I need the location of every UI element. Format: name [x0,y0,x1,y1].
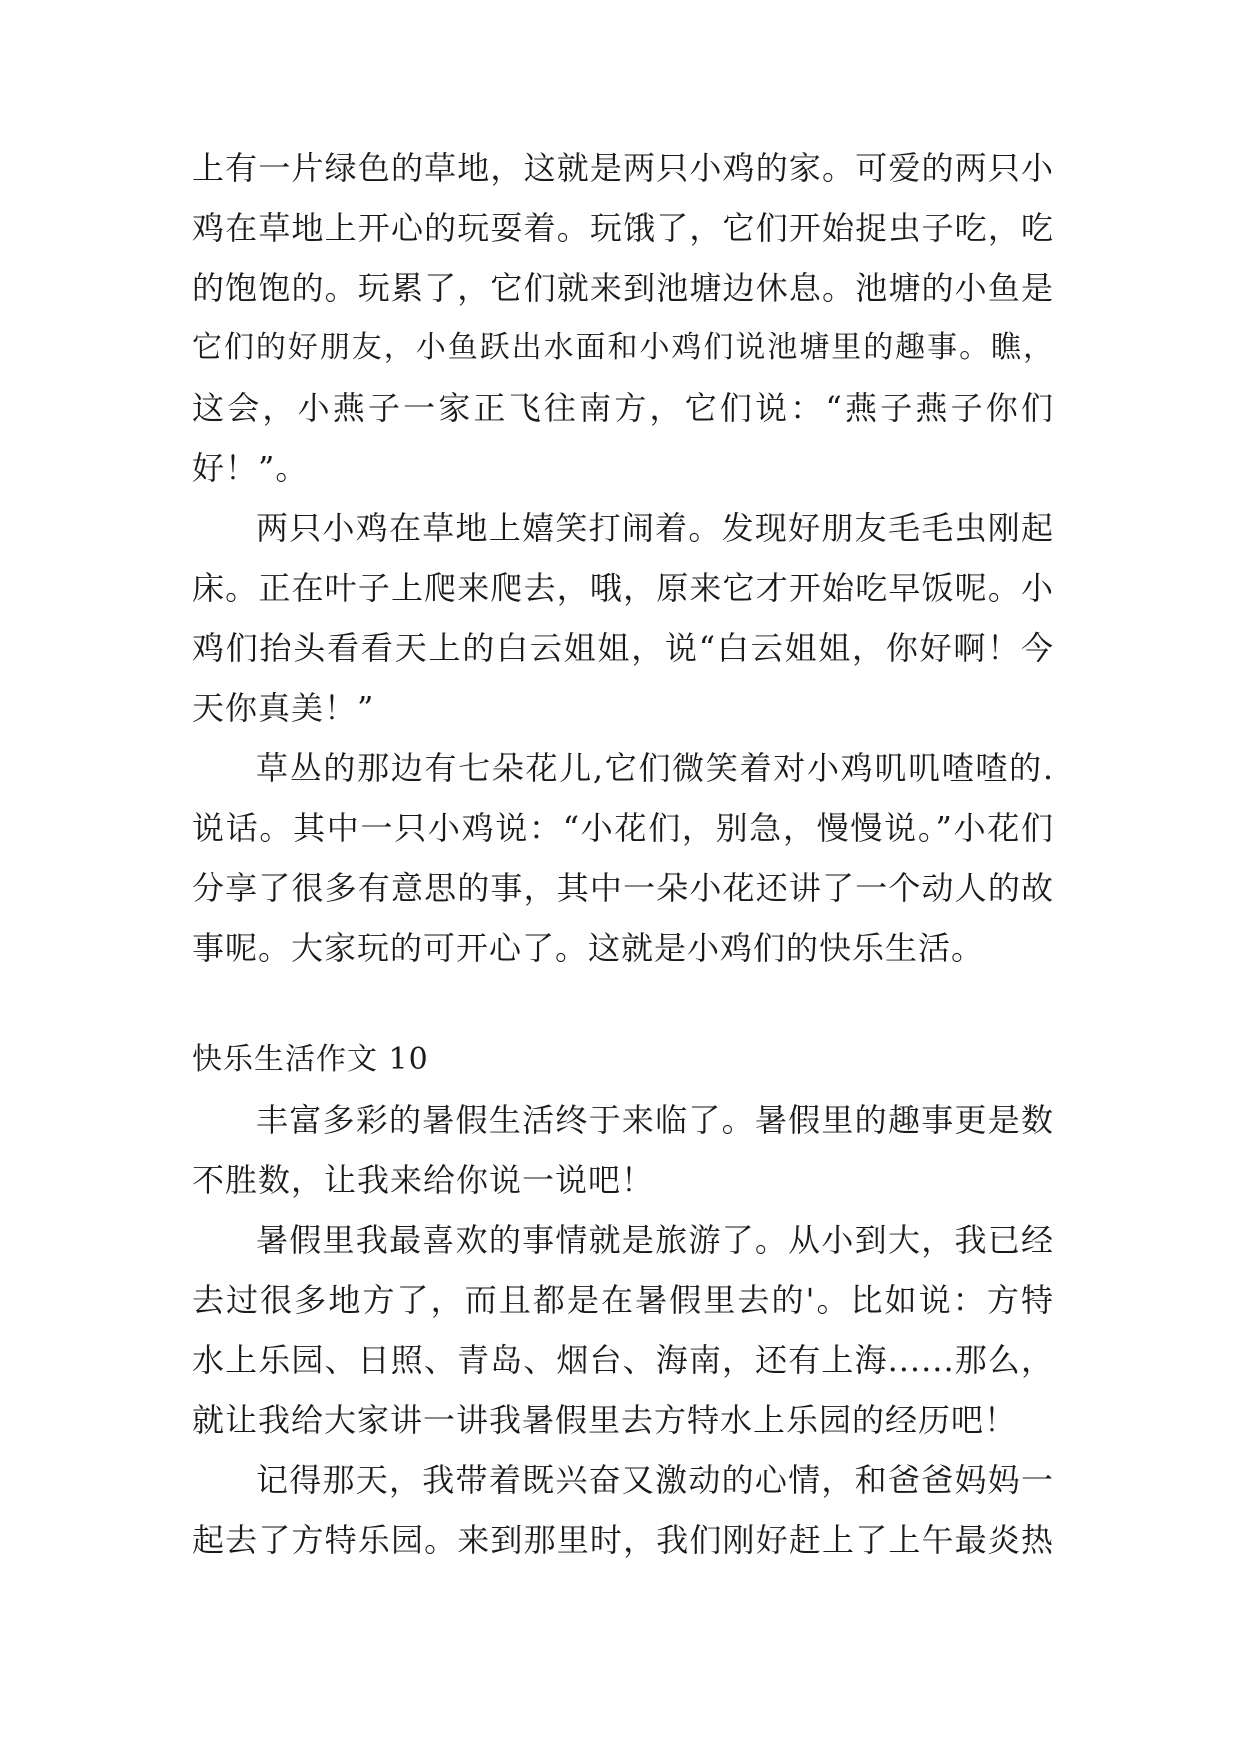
text-line: 这会，小燕子一家正飞往南方，它们说：“燕子燕子你们 [192,389,1054,427]
text-line: 的饱饱的。玩累了，它们就来到池塘边休息。池塘的小鱼是 [192,269,1054,307]
text-line: 水上乐园、日照、青岛、烟台、海南，还有上海......那么， [192,1341,1054,1379]
text-line: 草丛的那边有七朵花儿,它们微笑着对小鸡叽叽喳喳的. [256,749,1054,787]
text-line: 记得那天，我带着既兴奋又激动的心情，和爸爸妈妈一 [256,1461,1054,1499]
text-line: 它们的好朋友，小鱼跃出水面和小鸡们说池塘里的趣事。瞧， [192,330,1054,365]
text-line: 天你真美！” [192,689,375,727]
text-line: 去过很多地方了，而且都是在暑假里去的'。比如说：方特 [192,1281,1054,1319]
text-line: 起去了方特乐园。来到那里时，我们刚好赶上了上午最炎热 [192,1521,1054,1559]
text-line: 两只小鸡在草地上嬉笑打闹着。发现好朋友毛毛虫刚起 [256,509,1054,547]
text-line: 就让我给大家讲一讲我暑假里去方特水上乐园的经历吧！ [192,1401,1018,1439]
text-line: 床。正在叶子上爬来爬去，哦，原来它才开始吃早饭呢。小 [192,569,1054,607]
text-line: 鸡在草地上开心的玩耍着。玩饿了，它们开始捉虫子吃，吃 [192,209,1054,247]
text-line: 丰富多彩的暑假生活终于来临了。暑假里的趣事更是数 [256,1101,1054,1139]
section-title: 快乐生活作文 10 [192,1042,429,1077]
text-line: 鸡们抬头看看天上的白云姐姐，说“白云姐姐，你好啊！今 [192,629,1054,667]
text-line: 事呢。大家玩的可开心了。这就是小鸡们的快乐生活。 [192,929,985,967]
text-line: 不胜数，让我来给你说一说吧！ [192,1161,655,1199]
text-line: 上有一片绿色的草地，这就是两只小鸡的家。可爱的两只小 [192,149,1054,187]
text-line: 好！”。 [192,449,309,487]
text-line: 分享了很多有意思的事，其中一朵小花还讲了一个动人的故 [192,869,1054,907]
text-line: 说话。其中一只小鸡说：“小花们，别急，慢慢说。”小花们 [192,809,1054,847]
text-line: 暑假里我最喜欢的事情就是旅游了。从小到大，我已经 [256,1221,1054,1259]
